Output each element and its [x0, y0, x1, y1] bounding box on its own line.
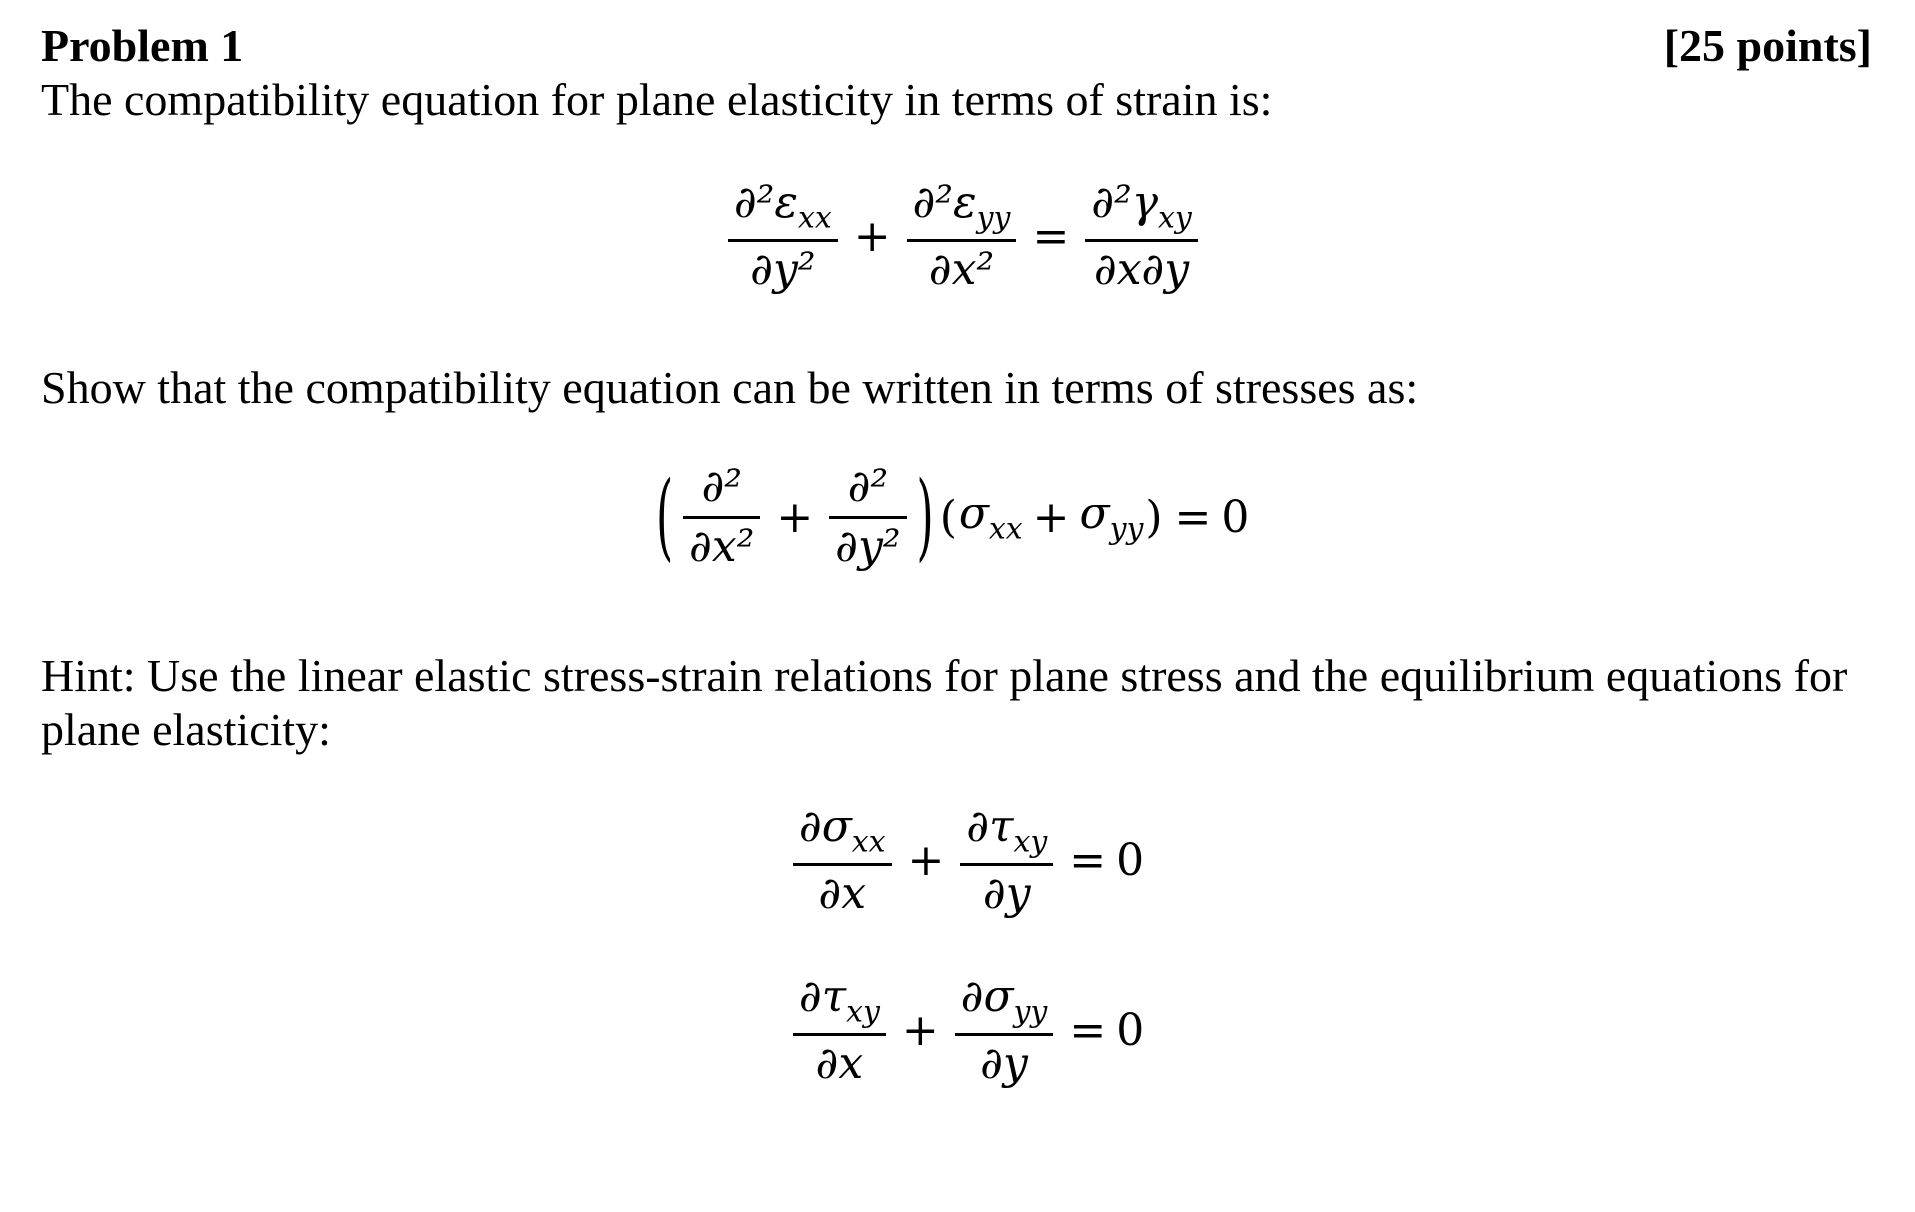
- sum-close-parenthesis: ): [1145, 491, 1163, 543]
- symbol: σ: [1079, 487, 1110, 539]
- symbol: ∂τ: [966, 801, 1014, 852]
- denominator: ∂x: [815, 1037, 864, 1089]
- denominator: ∂x∂y: [1093, 243, 1190, 295]
- symbol: ∂σ: [799, 801, 852, 852]
- show-text: Show that the compatibility equation can be written in terms of stresses as:: [41, 362, 1419, 413]
- symbol: ∂²γ: [1091, 177, 1158, 228]
- numerator: ∂²: [847, 461, 889, 512]
- sum-open-parenthesis: (: [939, 491, 957, 543]
- fraction-dtxy-dx: [793, 972, 886, 1089]
- fraction-exx: [728, 178, 838, 295]
- numerator: [793, 972, 886, 1030]
- subscript: xy: [846, 994, 880, 1030]
- subscript: xy: [1013, 824, 1048, 860]
- denominator: ∂x: [818, 867, 867, 919]
- numerator: [793, 802, 892, 860]
- numerator: [907, 178, 1017, 236]
- compatibility-stress-equation: [652, 462, 1249, 572]
- equals-operator: =: [1069, 835, 1107, 887]
- plus-operator: +: [907, 835, 945, 887]
- compatibility-strain-equation: [722, 178, 1204, 295]
- subscript: yy: [976, 200, 1011, 236]
- fraction-bar: [683, 516, 760, 519]
- subscript: yy: [1109, 511, 1144, 547]
- zero: 0: [1116, 835, 1145, 887]
- fraction-bar: [1085, 239, 1197, 242]
- fraction-bar: [793, 863, 892, 866]
- zero: 0: [1221, 491, 1250, 543]
- equals-operator: =: [1069, 1005, 1107, 1057]
- problem-title: Problem 1: [41, 20, 244, 71]
- fraction-gxy: [1085, 178, 1197, 295]
- symbol: σ: [958, 487, 989, 539]
- left-parenthesis: (: [656, 462, 674, 572]
- subscript: xx: [851, 824, 886, 860]
- zero: 0: [1116, 1005, 1145, 1057]
- plus-operator: +: [1032, 491, 1070, 543]
- denominator: ∂x²: [928, 243, 995, 295]
- fraction-d2dy2: [829, 462, 906, 572]
- fraction-bar: [829, 516, 906, 519]
- fraction-dsxx-dx: [793, 802, 892, 919]
- hint-text-line1: Hint: Use the linear elastic stress-strain relations for plane stress and the equilibrium equations for: [41, 650, 1848, 701]
- plus-operator: +: [853, 211, 891, 263]
- subscript: xx: [798, 200, 832, 236]
- fraction-dsyy-dy: [955, 972, 1054, 1089]
- subscript: xy: [1158, 200, 1192, 236]
- denominator: ∂y: [980, 1037, 1028, 1089]
- right-parenthesis: ): [916, 462, 934, 572]
- symbol: ∂σ: [960, 971, 1014, 1022]
- equilibrium-y-equation: [787, 972, 1144, 1089]
- subscript: xx: [988, 511, 1023, 547]
- numerator: [960, 802, 1053, 860]
- plus-operator: +: [901, 1005, 939, 1057]
- sigma-yy: [1080, 488, 1144, 546]
- denominator: ∂y²: [835, 520, 901, 572]
- fraction-dtxy-dy: [960, 802, 1053, 919]
- denominator: ∂y²: [750, 243, 816, 295]
- fraction-bar: [793, 1033, 886, 1036]
- denominator: ∂x²: [689, 520, 755, 572]
- fraction-bar: [955, 1033, 1054, 1036]
- intro-text: The compatibility equation for plane elasticity in terms of strain is:: [41, 74, 1273, 125]
- equals-operator: =: [1174, 491, 1212, 543]
- equilibrium-x-equation: [787, 802, 1144, 919]
- numerator: ∂²: [701, 461, 742, 512]
- points-label: [25 points]: [1663, 20, 1872, 71]
- numerator: [1085, 178, 1197, 236]
- fraction-bar: [907, 239, 1017, 242]
- numerator: [955, 972, 1054, 1030]
- plus-operator: +: [776, 491, 814, 543]
- symbol: ∂²ε: [734, 177, 799, 228]
- fraction-d2dx2: [683, 462, 760, 572]
- hint-text-line2: plane elasticity:: [41, 704, 331, 755]
- equals-operator: =: [1032, 211, 1070, 263]
- sigma-xx: [959, 488, 1023, 546]
- symbol: ∂τ: [799, 971, 847, 1022]
- subscript: yy: [1013, 994, 1048, 1030]
- numerator: [728, 178, 838, 236]
- denominator: ∂y: [983, 867, 1031, 919]
- fraction-bar: [960, 863, 1053, 866]
- fraction-eyy: [907, 178, 1017, 295]
- symbol: ∂²ε: [912, 177, 977, 228]
- fraction-bar: [728, 239, 838, 242]
